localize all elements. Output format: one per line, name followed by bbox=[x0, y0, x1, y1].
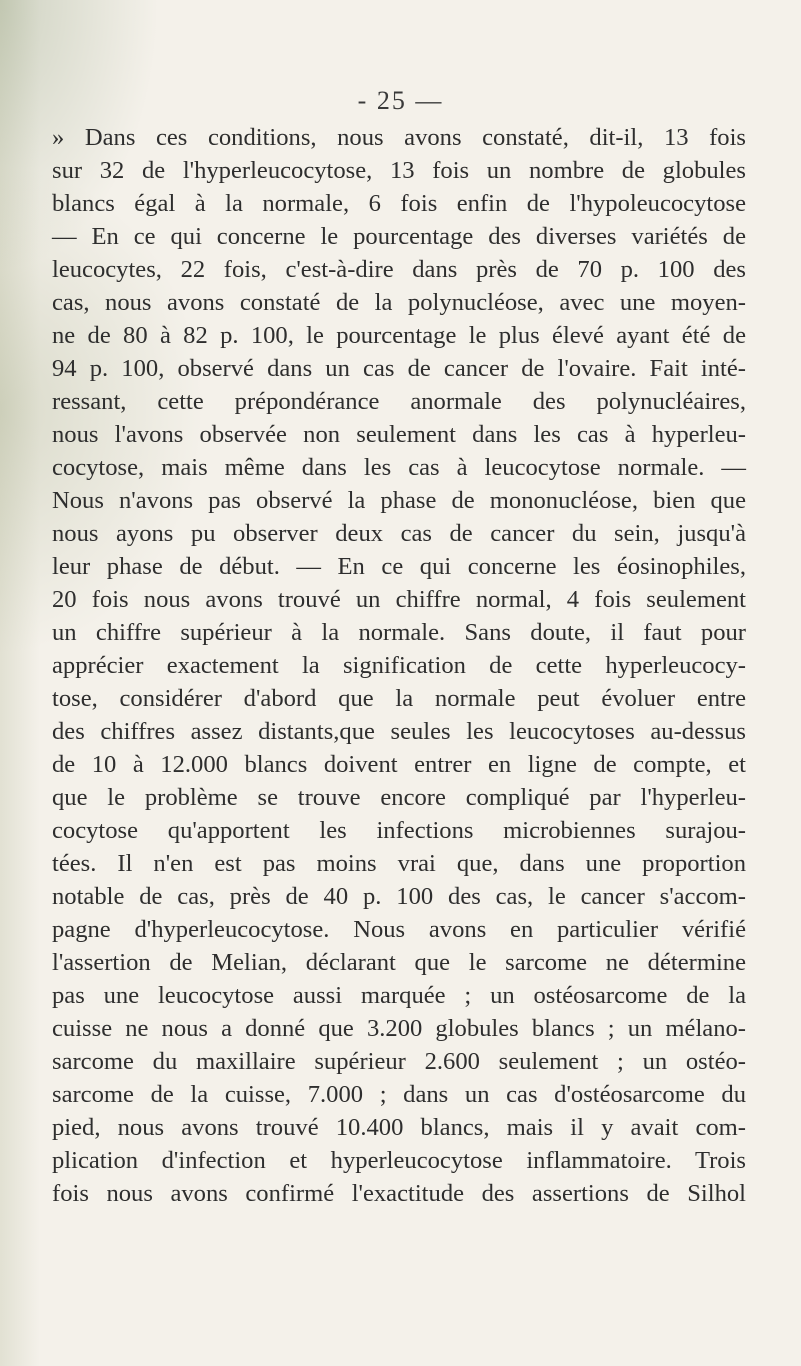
text-line-1: » Dans ces conditions, nous avons constaté, dit-il, 13 fois bbox=[52, 124, 746, 151]
text-line-15: 20 fois nous avons trouvé un chiffre normal, 4 fois seulement bbox=[52, 586, 746, 613]
text-line-17: apprécier exactement la signification de cette hyperleucocy- bbox=[52, 652, 746, 679]
text-line-2: sur 32 de l'hyperleucocytose, 13 fois un nombre de globules bbox=[52, 157, 746, 184]
text-line-20: de 10 à 12.000 blancs doivent entrer en ligne de compte, et bbox=[52, 751, 746, 778]
text-line-13: nous ayons pu observer deux cas de cancer du sein, jusqu'à bbox=[52, 520, 746, 547]
text-line-6: cas, nous avons constaté de la polynucléose, avec une moyen- bbox=[52, 289, 746, 316]
text-line-29: sarcome du maxillaire supérieur 2.600 seulement ; un ostéo- bbox=[52, 1048, 746, 1075]
text-line-22: cocytose qu'apportent les infections microbiennes surajou- bbox=[52, 817, 746, 844]
text-line-30: sarcome de la cuisse, 7.000 ; dans un cas d'ostéosarcome du bbox=[52, 1081, 746, 1108]
text-line-18: tose, considérer d'abord que la normale peut évoluer entre bbox=[52, 685, 746, 712]
text-line-10: nous l'avons observée non seulement dans les cas à hyperleu- bbox=[52, 421, 746, 448]
text-line-16: un chiffre supérieur à la normale. Sans doute, il faut pour bbox=[52, 619, 746, 646]
text-line-23: tées. Il n'en est pas moins vrai que, dans une proportion bbox=[52, 850, 746, 877]
text-line-25: pagne d'hyperleucocytose. Nous avons en particulier vérifié bbox=[52, 916, 746, 943]
text-line-21: que le problème se trouve encore compliqué par l'hyperleu- bbox=[52, 784, 746, 811]
text-line-3: blancs égal à la normale, 6 fois enfin de l'hypoleucocytose bbox=[52, 190, 746, 217]
text-line-9: ressant, cette prépondérance anormale des polynucléaires, bbox=[52, 388, 746, 415]
text-line-31: pied, nous avons trouvé 10.400 blancs, mais il y avait com- bbox=[52, 1114, 746, 1141]
text-line-27: pas une leucocytose aussi marquée ; un ostéosarcome de la bbox=[52, 982, 746, 1009]
text-line-11: cocytose, mais même dans les cas à leucocytose normale. — bbox=[52, 454, 746, 481]
text-line-26: l'assertion de Melian, déclarant que le sarcome ne détermine bbox=[52, 949, 746, 976]
text-line-19: des chiffres assez distants,que seules les leucocytoses au-dessus bbox=[52, 718, 746, 745]
text-line-28: cuisse ne nous a donné que 3.200 globules blancs ; un mélano- bbox=[52, 1015, 746, 1042]
text-line-32: plication d'infection et hyperleucocytose inflammatoire. Trois bbox=[52, 1147, 746, 1174]
text-line-5: leucocytes, 22 fois, c'est-à-dire dans près de 70 p. 100 des bbox=[52, 256, 746, 283]
text-line-14: leur phase de début. — En ce qui concerne les éosinophiles, bbox=[52, 553, 746, 580]
text-line-7: ne de 80 à 82 p. 100, le pourcentage le plus élevé ayant été de bbox=[52, 322, 746, 349]
text-line-4: — En ce qui concerne le pourcentage des diverses variétés de bbox=[52, 223, 746, 250]
text-line-24: notable de cas, près de 40 p. 100 des cas, le cancer s'accom- bbox=[52, 883, 746, 910]
page-number: - 25 — bbox=[357, 86, 444, 115]
text-line-33: fois nous avons confirmé l'exactitude des assertions de Silhol bbox=[52, 1180, 746, 1207]
text-line-8: 94 p. 100, observé dans un cas de cancer de l'ovaire. Fait inté- bbox=[52, 355, 746, 382]
text-line-12: Nous n'avons pas observé la phase de mononucléose, bien que bbox=[52, 487, 746, 514]
